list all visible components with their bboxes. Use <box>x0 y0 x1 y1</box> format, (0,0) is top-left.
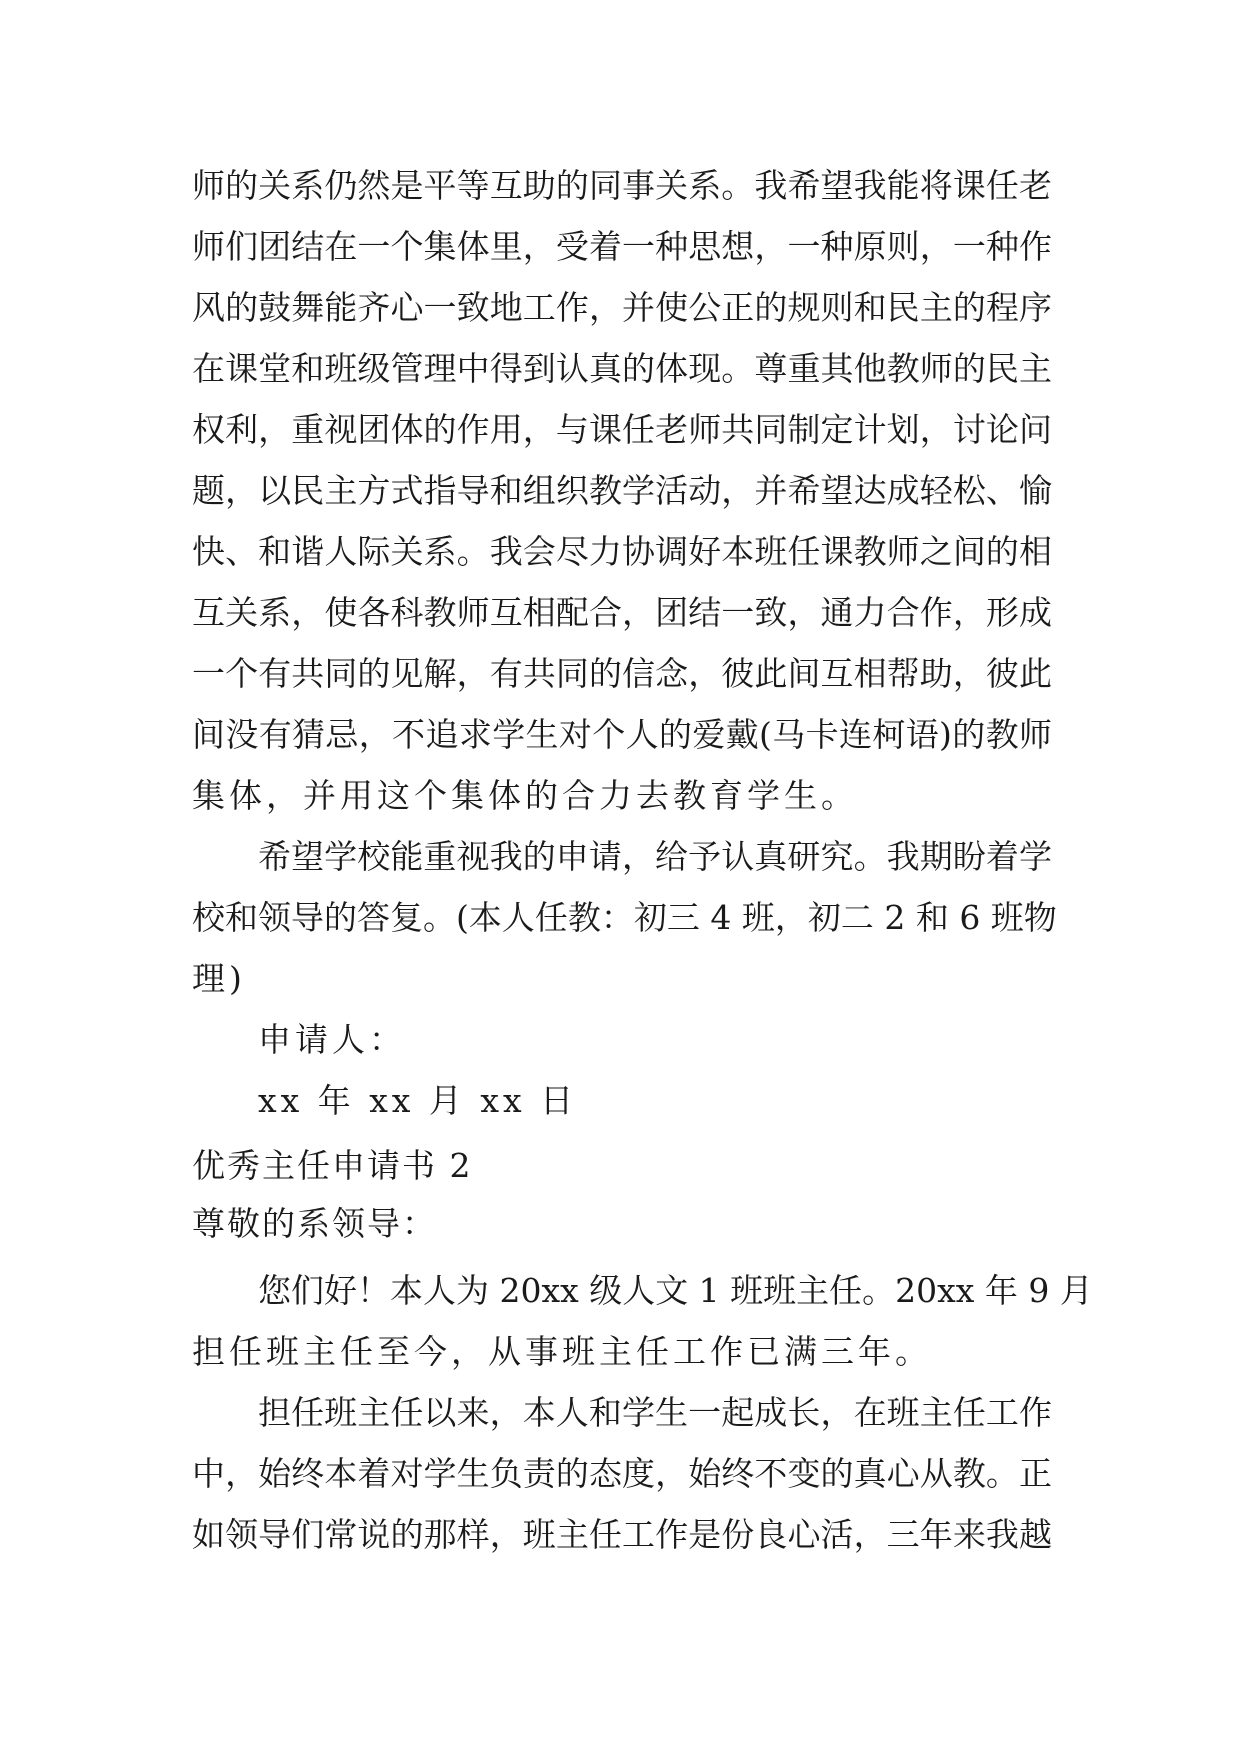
text-line: 权利，重视团体的作用，与课任老师共同制定计划，讨论问 <box>192 410 1052 449</box>
section-title: 优秀主任申请书 2 <box>192 1146 473 1185</box>
applicant-label: 申请人： <box>258 1020 406 1059</box>
salutation: 尊敬的系领导： <box>192 1204 437 1243</box>
text-line: 担任班主任至今，从事班主任工作已满三年。 <box>192 1332 932 1371</box>
text-line: 快、和谐人际关系。我会尽力协调好本班任课教师之间的相 <box>192 532 1052 571</box>
text-line: 间没有猜忌，不追求学生对个人的爱戴(马卡连柯语)的教师 <box>192 715 1052 754</box>
text-line: 一个有共同的见解，有共同的信念，彼此间互相帮助，彼此 <box>192 654 1052 693</box>
text-line: 题，以民主方式指导和组织教学活动，并希望达成轻松、愉 <box>192 471 1052 510</box>
application-letter-2-header <box>192 1137 1052 1253</box>
text-line: 师们团结在一个集体里，受着一种思想，一种原则，一种作 <box>192 227 1052 266</box>
text-line: 希望学校能重视我的申请，给予认真研究。我期盼着学 <box>258 837 1052 876</box>
text-line: 担任班主任以来，本人和学生一起成长，在班主任工作 <box>258 1393 1052 1432</box>
text-line: 如领导们常说的那样，班主任工作是份良心活，三年来我越 <box>192 1515 1052 1554</box>
date-line: xx 年 xx 月 xx 日 <box>258 1081 578 1120</box>
text-line: 理) <box>192 959 246 998</box>
application-letter-1-body <box>192 155 1057 1131</box>
text-line: 您们好！本人为 20xx 级人文 1 班班主任。20xx 年 9 月 <box>258 1271 1093 1310</box>
application-letter-2-body <box>192 1260 1093 1565</box>
text-line: 中，始终本着对学生负责的态度，始终不变的真心从教。正 <box>192 1454 1052 1493</box>
text-line: 集体，并用这个集体的合力去教育学生。 <box>192 776 858 815</box>
text-line: 在课堂和班级管理中得到认真的体现。尊重其他教师的民主 <box>192 349 1052 388</box>
text-line: 互关系，使各科教师互相配合，团结一致，通力合作，形成 <box>192 593 1052 632</box>
text-line: 校和领导的答复。(本人任教：初三 4 班，初二 2 和 6 班物 <box>192 898 1057 937</box>
text-line: 风的鼓舞能齐心一致地工作，并使公正的规则和民主的程序 <box>192 288 1052 327</box>
text-line: 师的关系仍然是平等互助的同事关系。我希望我能将课任老 <box>192 166 1052 205</box>
